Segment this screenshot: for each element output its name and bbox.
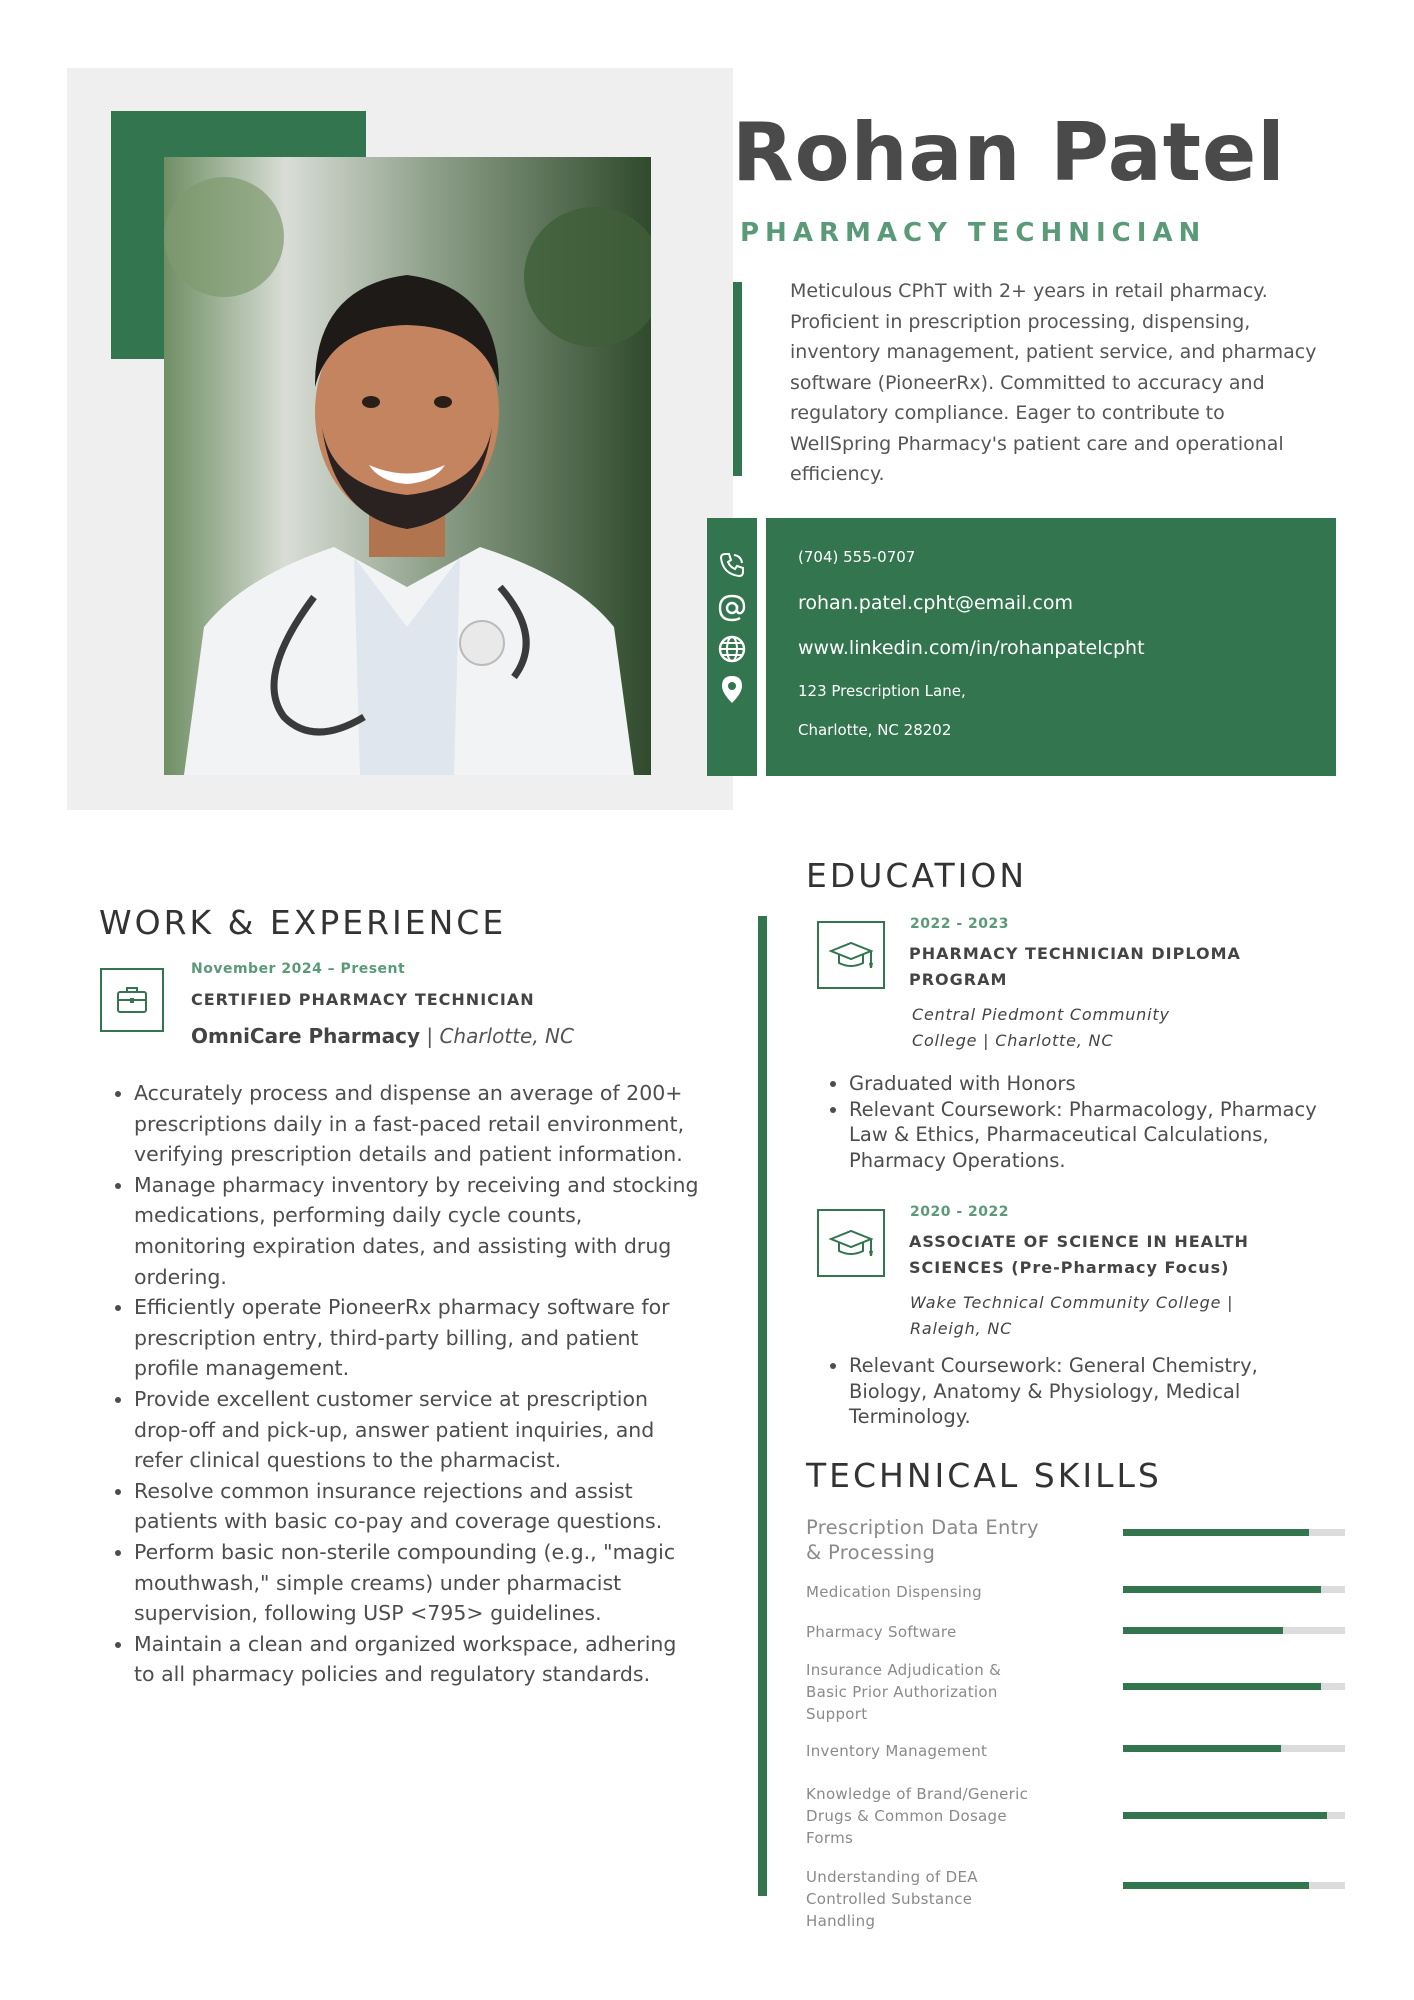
graduation-cap-icon <box>819 1211 883 1275</box>
summary-accent-bar <box>733 282 742 476</box>
contact-icon-strip <box>707 518 757 776</box>
skill-name: Insurance Adjudication & Basic Prior Authorization Support <box>806 1661 1002 1723</box>
skill-name: Knowledge of Brand/Generic Drugs & Common Dosage Forms <box>806 1785 1029 1847</box>
education-icon-frame <box>817 1209 885 1277</box>
education-bullets <box>819 1071 1339 1173</box>
skill-bar-track <box>1123 1882 1345 1889</box>
skill-name: Medication Dispensing <box>806 1583 982 1601</box>
work-bullet: • Efficiently operate PioneerRx pharmacy software for prescription entry, third-party billing, and patient profile management. <box>134 1292 700 1384</box>
skill-name: Pharmacy Software <box>806 1623 957 1641</box>
education-school-line2: Raleigh, NC <box>910 1319 1013 1338</box>
skill-bar-fill <box>1123 1529 1309 1536</box>
globe-icon <box>717 634 747 664</box>
skill-bar-track <box>1123 1627 1345 1634</box>
education-school-line2: College | Charlotte, NC <box>912 1031 1114 1050</box>
candidate-role: PHARMACY TECHNICIAN <box>740 218 1207 248</box>
education-bullets <box>819 1353 1339 1430</box>
education-school-line1: Central Piedmont Community <box>912 1005 1170 1024</box>
skill-name: Prescription Data Entry & Processing <box>806 1516 1039 1564</box>
work-company: OmniCare Pharmacy <box>191 1024 420 1048</box>
candidate-name: Rohan Patel <box>732 106 1286 199</box>
contact-address-line1: 123 Prescription Lane, <box>798 682 966 700</box>
skill-bar-fill <box>1123 1683 1321 1690</box>
skill-name: Inventory Management <box>806 1742 988 1760</box>
work-section-title: WORK & EXPERIENCE <box>99 903 507 942</box>
work-job-title: CERTIFIED PHARMACY TECHNICIAN <box>191 990 535 1009</box>
education-school-line1: Wake Technical Community College | <box>910 1293 1234 1312</box>
work-bullets <box>100 1078 700 1690</box>
education-school <box>910 1290 1233 1342</box>
education-date: 2022 - 2023 <box>910 916 1009 932</box>
education-degree-line1: PHARMACY TECHNICIAN DIPLOMA <box>909 944 1241 963</box>
contact-panel <box>766 518 1336 776</box>
contact-phone[interactable]: (704) 555-0707 <box>798 548 916 566</box>
contact-address-line2: Charlotte, NC 28202 <box>798 721 952 739</box>
phone-icon <box>717 550 747 580</box>
profile-photo <box>164 157 651 775</box>
education-degree-line1: ASSOCIATE OF SCIENCE IN HEALTH <box>909 1232 1249 1251</box>
skill-bar-track <box>1123 1529 1345 1536</box>
work-location: | Charlotte, NC <box>426 1024 574 1048</box>
education-degree <box>909 1229 1249 1281</box>
work-bullet: • Resolve common insurance rejections and assist patients with basic co-pay and coverage questions. <box>134 1476 700 1537</box>
skill-bar-track <box>1123 1812 1345 1819</box>
skill-bar-fill <box>1123 1586 1321 1593</box>
profile-photo-illustration <box>164 157 651 775</box>
work-bullet: • Manage pharmacy inventory by receiving and stocking medications, performing daily cycle counts, monitoring expiration dates, and assisting with drug ordering. <box>134 1170 700 1292</box>
at-sign-icon <box>717 593 747 623</box>
education-icon-frame <box>817 921 885 989</box>
work-date: November 2024 – Present <box>191 961 406 977</box>
education-degree-line2: PROGRAM <box>909 970 1008 989</box>
location-pin-icon <box>717 674 747 704</box>
skill-bar-fill <box>1123 1745 1281 1752</box>
contact-email[interactable]: rohan.patel.cpht@email.com <box>798 592 1073 614</box>
work-bullet: • Accurately process and dispense an average of 200+ prescriptions daily in a fast-paced retail environment, verifying prescription details and patient information. <box>134 1078 700 1170</box>
skill-bar-fill <box>1123 1627 1283 1634</box>
graduation-cap-icon <box>819 923 883 987</box>
skill-bar-track <box>1123 1586 1345 1593</box>
education-section-title: EDUCATION <box>806 856 1028 895</box>
contact-linkedin[interactable]: www.linkedin.com/in/rohanpatelcpht <box>798 637 1145 659</box>
work-bullet: • Perform basic non-sterile compounding (e.g., "magic mouthwash," simple creams) under pharmacist supervision, following USP <795> guidelines. <box>134 1537 700 1629</box>
skill-bar-track <box>1123 1745 1345 1752</box>
education-date: 2020 - 2022 <box>910 1204 1009 1220</box>
work-icon-frame <box>100 968 164 1032</box>
education-bullet: • Relevant Coursework: General Chemistry, Biology, Anatomy & Physiology, Medical Terminology. <box>849 1353 1339 1430</box>
briefcase-icon <box>102 970 162 1030</box>
education-school <box>912 1002 1170 1054</box>
work-bullet: • Maintain a clean and organized workspace, adhering to all pharmacy policies and regulatory standards. <box>134 1629 700 1690</box>
skill-bar-fill <box>1123 1882 1309 1889</box>
education-degree <box>909 941 1241 993</box>
skill-name: Understanding of DEA Controlled Substance Handling <box>806 1868 978 1930</box>
skills-section-title: TECHNICAL SKILLS <box>806 1456 1162 1495</box>
education-bullet: • Relevant Coursework: Pharmacology, Pharmacy Law & Ethics, Pharmaceutical Calculations, Pharmacy Operations. <box>849 1097 1339 1174</box>
profile-summary: Meticulous CPhT with 2+ years in retail pharmacy. Proficient in prescription processing, dispensing, inventory management, patient service, and pharmacy software (PioneerRx). Committed to accuracy and regulatory compliance. Eager to contribute to WellSpring Pharmacy's patient care and operational efficiency. <box>790 280 1317 485</box>
education-degree-line2: SCIENCES (Pre-Pharmacy Focus) <box>909 1258 1230 1277</box>
column-divider <box>758 916 767 1896</box>
skill-bar-fill <box>1123 1812 1327 1819</box>
work-company-line <box>191 1024 574 1048</box>
education-bullet: • Graduated with Honors <box>849 1071 1339 1097</box>
skill-bar-track <box>1123 1683 1345 1690</box>
work-bullet: • Provide excellent customer service at prescription drop-off and pick-up, answer patient inquiries, and refer clinical questions to the pharmacist. <box>134 1384 700 1476</box>
